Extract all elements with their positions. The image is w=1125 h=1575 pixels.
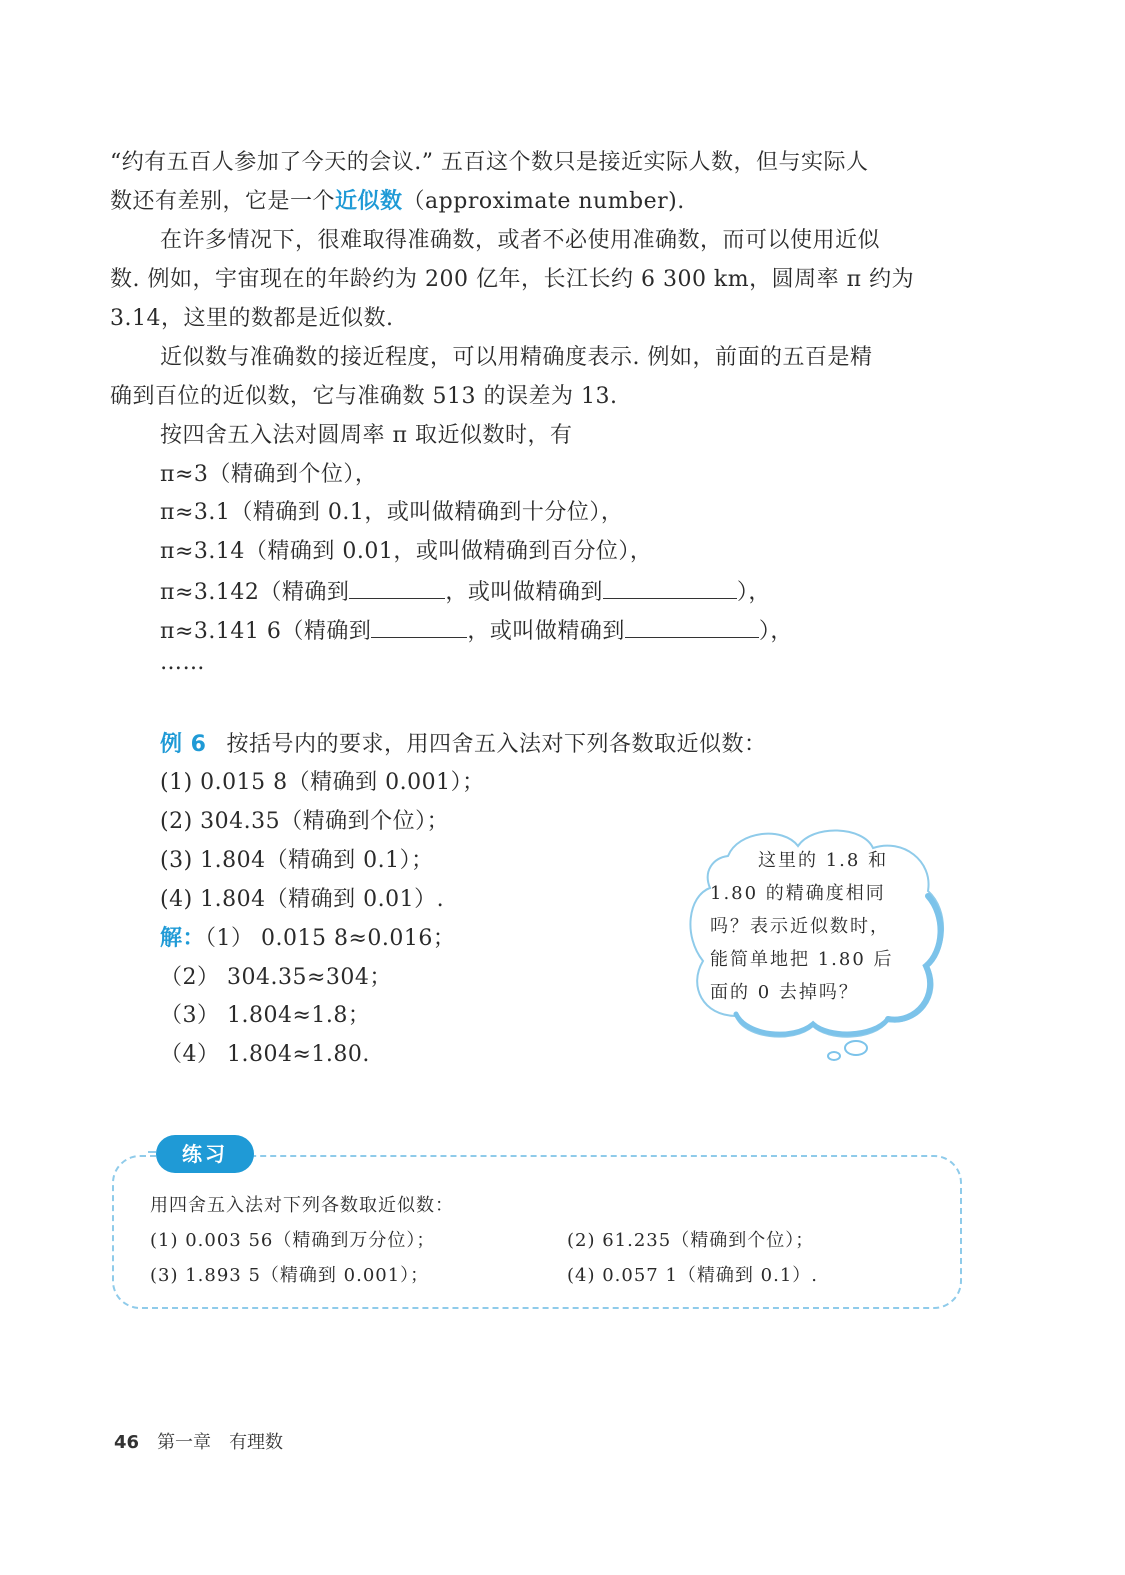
fill-in-blank[interactable] [603, 576, 737, 599]
solution-line-4: （4） 1.804≈1.80. [160, 1042, 370, 1067]
example-item-3: (3) 1.804（精确到 0.1）； [160, 848, 434, 873]
fill-in-blank[interactable] [625, 615, 759, 638]
text: （approximate number). [402, 189, 685, 214]
key-term-approximate-number: 近似数 [335, 189, 403, 214]
solution-line-1 [160, 924, 455, 954]
text: ）， [758, 619, 793, 644]
text: 数还有差别，它是一个 [110, 189, 336, 214]
text: ）， [736, 580, 771, 605]
example-6-heading [160, 730, 766, 760]
practice-badge: 练习 [156, 1135, 254, 1173]
solution-line-3: （3） 1.804≈1.8； [160, 1003, 371, 1028]
pi-approximation-4 [160, 576, 771, 608]
page-footer [114, 1428, 283, 1454]
fill-in-blank[interactable] [371, 615, 467, 638]
solution-label: 解： [160, 926, 206, 951]
practice-item-2: (2) 61.235（精确到个位）； [567, 1230, 815, 1251]
thought-bubble-text [710, 844, 920, 1009]
chapter-label: 第一章 [157, 1432, 212, 1453]
bubble-line: 1.80 的精确度相同 [710, 883, 886, 904]
paragraph-2-line-2: 数. 例如，宇宙现在的年龄约为 200 亿年，长江长约 6 300 km，圆周率 π 约为 [110, 267, 915, 292]
practice-item-3: (3) 1.893 5（精确到 0.001）； [150, 1265, 430, 1286]
text: ，或叫做精确到 [467, 619, 625, 644]
paragraph-2-line-1: 在许多情况下，很难取得准确数，或者不必使用准确数，而可以使用近似 [160, 228, 881, 253]
pi-approximation-3: π≈3.14（精确到 0.01，或叫做精确到百分位）， [160, 539, 653, 564]
practice-item-1: (1) 0.003 56（精确到万分位）； [150, 1230, 436, 1251]
paragraph-2-line-3: 3.14，这里的数都是近似数. [110, 306, 394, 331]
fill-in-blank[interactable] [349, 576, 445, 599]
text: ，或叫做精确到 [445, 580, 603, 605]
paragraph-1-line-2 [110, 187, 685, 217]
bubble-line: 吗？表示近似数时， [710, 916, 890, 937]
ellipsis: …… [160, 650, 205, 675]
paragraph-3-line-2: 确到百位的近似数，它与准确数 513 的误差为 13. [110, 384, 618, 409]
paragraph-3-line-1: 近似数与准确数的接近程度，可以用精确度表示. 例如，前面的五百是精 [160, 345, 873, 370]
example-label: 例 6 [160, 732, 207, 757]
pi-approximation-1: π≈3（精确到个位）， [160, 462, 378, 487]
bubble-line: 面的 0 去掉吗？ [710, 982, 859, 1003]
practice-item-4: (4) 0.057 1（精确到 0.1）. [567, 1265, 818, 1286]
bubble-line: 这里的 1.8 和 [758, 850, 889, 871]
text: （1） 0.015 8≈0.016； [205, 926, 456, 951]
pi-approximation-5 [160, 615, 793, 647]
page-number: 46 [114, 1432, 140, 1453]
thought-bubble [688, 816, 950, 1042]
text: π≈3.142（精确到 [160, 580, 350, 605]
pi-approximation-2: π≈3.1（精确到 0.1，或叫做精确到十分位）， [160, 500, 624, 525]
example-prompt: 按括号内的要求，用四舍五入法对下列各数取近似数： [226, 732, 767, 757]
example-item-2: (2) 304.35（精确到个位）； [160, 809, 450, 834]
paragraph-1-line-1: “约有五百人参加了今天的会议.” 五百这个数只是接近实际人数，但与实际人 [110, 150, 869, 175]
text: π≈3.141 6（精确到 [160, 619, 372, 644]
chapter-title: 有理数 [229, 1432, 284, 1453]
example-item-1: (1) 0.015 8（精确到 0.001）； [160, 770, 485, 795]
solution-line-2: （2） 304.35≈304； [160, 965, 392, 990]
paragraph-4-line-1: 按四舍五入法对圆周率 π 取近似数时，有 [160, 423, 573, 448]
example-item-4: (4) 1.804（精确到 0.01）. [160, 887, 445, 912]
practice-prompt: 用四舍五入法对下列各数取近似数： [150, 1195, 454, 1216]
bubble-line: 能简单地把 1.80 后 [710, 949, 894, 970]
